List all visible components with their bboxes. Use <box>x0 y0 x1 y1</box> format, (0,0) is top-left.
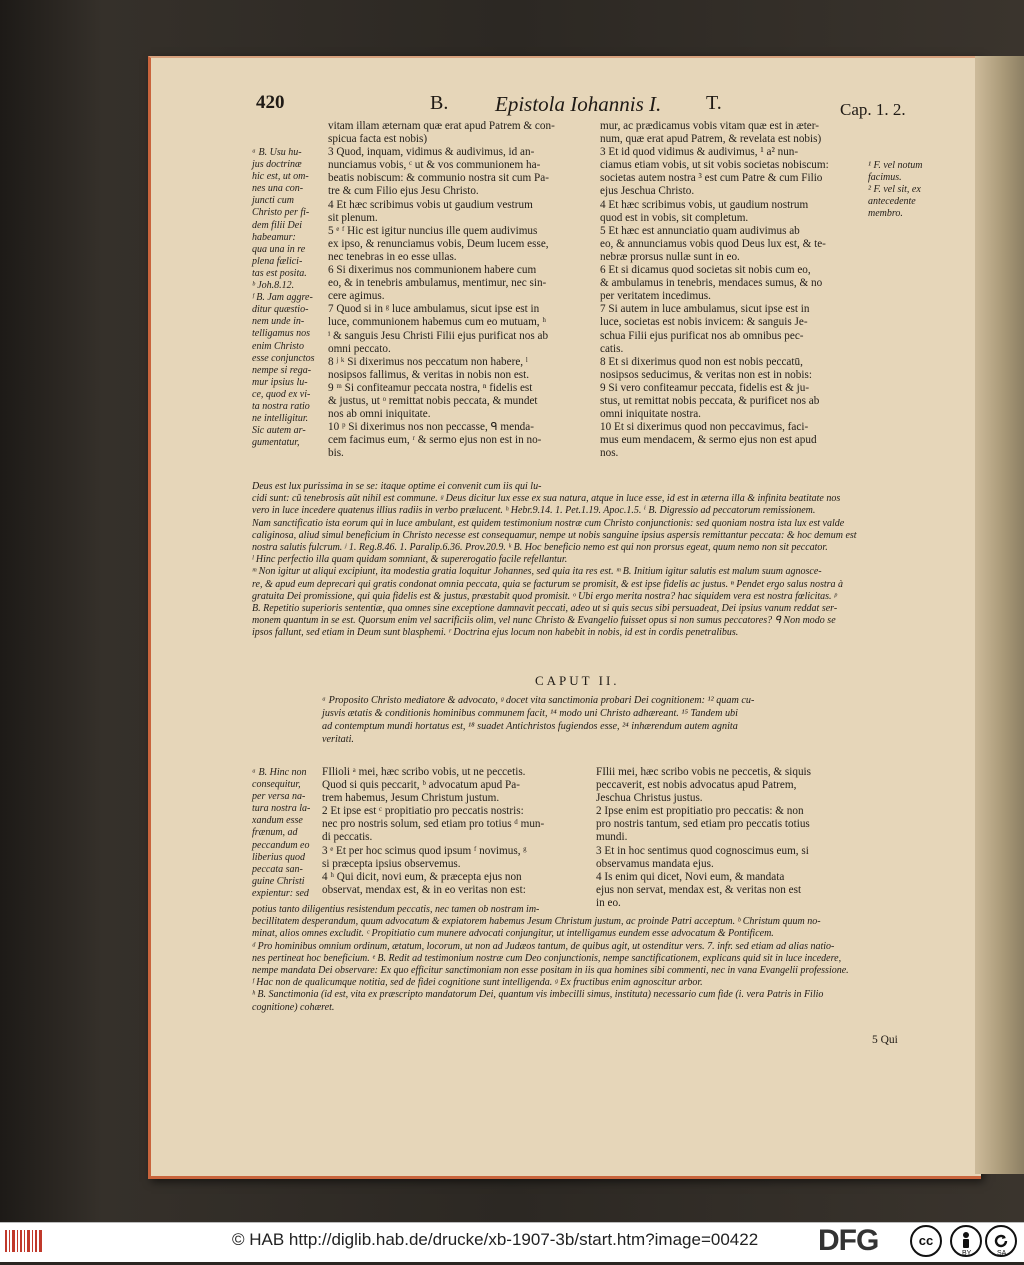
note-line: B. Repetitio superioris sententiæ, qua omnes sine exceptione damnavit peccati, adeo ut si quis secus sibi persuadeat, Dei ipsius vanum reddat ser- <box>252 603 838 615</box>
column-left-chapter2 <box>322 766 588 897</box>
verse-line: 10 Et si dixerimus quod non peccavimus, faci- <box>600 421 809 434</box>
left-margin-notes-1 <box>252 147 322 449</box>
header-signature-left: B. <box>430 92 449 114</box>
margin-line: Christo per fi- <box>252 207 310 219</box>
margin-line: esse conjunctos <box>252 352 315 364</box>
verse-line: & justus, ut ᵒ remittat nobis peccata, & mundet <box>328 394 538 407</box>
verse-line: 4 Et hæc scribimus vobis, ut gaudium nostrum <box>600 198 809 211</box>
note-line: nempe mandata Dei observare: Ex quo efficitur sanctimoniam non esse positam in iis qua homines sibi commenti, nec in vana Evangelii professione. <box>252 965 849 977</box>
note-line: re, & apud eum deprecari qui gratis condonat omnia peccata, quia se facturum se promisit, & est ipse fidelis ac justus. ⁿ Pendet ergo salus nostra à <box>252 578 844 590</box>
page-number: 420 <box>256 92 285 113</box>
note-line: becillitatem desperandum, quum advocatum & expiatorem habemus Jesum Christum justum, ac proinde Patri acceptum. ᵇ Christum quum no- <box>252 916 821 928</box>
creative-commons-icon: cc <box>910 1225 942 1257</box>
verse-line: 2 Ipse enim est propitiatio pro peccatis: & non <box>596 805 804 818</box>
verse-line: per veritatem incedimus. <box>600 290 711 303</box>
verse-line: eo, & annunciamus vobis quod Deus lux est, & te- <box>600 237 826 250</box>
margin-line: telligamus nos <box>252 328 311 340</box>
right-margin-notes-1 <box>868 160 942 220</box>
note-line: vero in luce incedere quatenus illius radiis in verbo prælucent. ʰ Hebr.9.14. 1. Pet.1.19. Apoc.1.5. ⁱ B. Digressio ad peccatorum remissionem. <box>252 505 816 517</box>
verse-line: vitam illam æternam quæ erat apud Patrem & con- <box>328 120 555 132</box>
margin-line: liberius quod <box>252 851 306 863</box>
margin-line: jus doctrinæ <box>252 159 302 171</box>
margin-line: ᵇ Joh.8.12. <box>252 280 295 292</box>
column-right-chapter2 <box>596 766 862 910</box>
note-line: potius tanto diligentius resistendum peccatis, nec tamen ob nostram im- <box>252 904 540 915</box>
margin-line: frænum, ad <box>252 827 298 839</box>
note-line: nostra salutis fulcrum. ʲ 1. Reg.8.46. 1. Paralip.6.36. Prov.20.9. ᵏ B. Hoc beneficio nemo est qui non prorsus egeat, quum nemo non sit peccator. <box>252 542 828 554</box>
verse-line: 7 Quod si in ᵍ luce ambulamus, sicut ipse est in <box>328 303 540 316</box>
column-right-verses <box>600 120 862 460</box>
verse-line: mur, ac prædicamus vobis vitam quæ est in æter- <box>600 120 820 132</box>
verse-line: beatis nobiscum: & communio nostra sit cum Pa- <box>328 172 549 185</box>
by-label: BY <box>962 1250 972 1257</box>
note-line: ᵈ Pro hominibus omnium ordinum, ætatum, locorum, ut non ad Judæos tantum, de quibus agit, ut ostenditur vers. 7. infr. sed etiam ad alias natio- <box>252 940 835 952</box>
commentary-notes-1 <box>252 481 932 640</box>
verse-line: 9 ᵐ Si confiteamur peccata nostra, ⁿ fidelis est <box>328 381 533 394</box>
header-signature-right: T. <box>706 92 722 114</box>
verse-line: catis. <box>600 342 624 355</box>
summary-line: ᵃ Proposito Christo mediatore & advocato, ᵍ docet vita sanctimonia probari Dei cognitionem: ¹² quam cu- <box>322 695 755 706</box>
margin-line: consequitur, <box>252 779 301 791</box>
verse-line: 4 ʰ Qui dicit, novi eum, & præcepta ejus non <box>322 870 522 883</box>
running-title: Epistola Iohannis I. <box>495 92 662 116</box>
verse-line: Jeschua Christus justus. <box>596 792 703 805</box>
margin-line: nes una con- <box>252 183 304 195</box>
verse-line: peccaverit, est nobis advocatus apud Patrem, <box>596 779 797 792</box>
verse-line: nos. <box>600 447 619 460</box>
chapter-indicator: Cap. 1. 2. <box>840 100 906 119</box>
chapter-summary <box>322 694 920 746</box>
margin-line: ¹ F. vel notum <box>868 160 923 171</box>
verse-line: luce, communionem habemus cum eo mutuam, ʰ <box>328 316 546 329</box>
barcode-icon <box>4 1228 44 1254</box>
note-line: ᶠ Hac non de qualicumque notitia, sed de fidei cognitione sunt intelligenda. ᵍ Ex fructibus enim agnoscitur arbor. <box>252 977 703 989</box>
verse-line: quod est in vobis, sit completum. <box>600 211 749 224</box>
note-line: ˡ Hinc perfectio illa quam quidam somniant, & supererogatio facile refellantur. <box>252 554 568 566</box>
margin-line: plena fælici- <box>252 255 303 267</box>
note-line: ʰ B. Sanctimonia (id est, vita ex præscripto mandatorum Dei, quantum vis imbecilli simus, instituta) necessario cum fide (i. vera Patris in Filio <box>252 989 824 1001</box>
margin-line: ᶠ B. Jam aggre- <box>252 292 313 304</box>
note-line: cidi sunt: cū tenebrosis aūt nihil est commune. ᵍ Deus dicitur lux esse ex sua natura, atque in luce esse, id est in æterna illa & infinita beatitate nos <box>252 493 841 505</box>
verse-line: ejus Jeschua Christo. <box>600 185 695 198</box>
verse-line: cere agimus. <box>328 290 385 303</box>
note-line: monem quantum in se est. Quorsum enim vel sacrificiis olim, vel nunc Christo & Evangelio fuisset opus si non sumus peccatores? ᑫ Non modo se <box>252 615 836 627</box>
verse-line: ex ipso, & renunciamus vobis, Deum lucem esse, <box>328 237 549 250</box>
margin-line: peccata san- <box>252 863 303 875</box>
verse-line: pro nostris tantum, sed etiam pro peccatis totius <box>596 818 810 831</box>
note-line: Nam sanctificatio ista eorum qui in luce ambulant, est quidem testimonium nostræ cum Christo conjunctionis: sed quoniam nostra ista lux est valde <box>252 517 845 529</box>
verse-line: spicua facta est nobis) <box>328 133 428 146</box>
margin-line: membro. <box>868 208 903 220</box>
verse-line: nos ab omni iniquitate. <box>328 408 431 421</box>
verse-line: 3 Quod, inquam, vidimus & audivimus, id an- <box>328 146 535 159</box>
margin-line: tas est posita. <box>252 267 307 279</box>
verse-line: 8 Et si dixerimus quod non est nobis peccatū, <box>600 355 803 368</box>
margin-line: ditur quæstio- <box>252 304 309 316</box>
dfg-logo: DFG <box>818 1224 879 1257</box>
verse-line: nec tenebras in eo esse ullas. <box>328 250 457 263</box>
catchword: 5 Qui <box>872 1034 898 1046</box>
verse-line: 4 Et hæc scribimus vobis ut gaudium vestrum <box>328 198 533 211</box>
verse-line: cem facimus eum, ʳ & sermo ejus non est in no- <box>328 434 542 447</box>
verse-line: 6 Si dixerimus nos communionem habere cum <box>328 264 537 277</box>
verse-line: 9 Si vero confiteamur peccata, fidelis est & ju- <box>600 381 810 394</box>
verse-line: omni peccato. <box>328 342 391 355</box>
verse-line: in eo. <box>596 896 621 909</box>
margin-line: tura nostra la- <box>252 803 311 815</box>
verse-line: 3 Et in hoc sentimus quod cognoscimus eum, si <box>596 844 809 857</box>
column-left-verses <box>328 120 594 460</box>
verse-line: stus, ut remittat nobis peccata, & purificet nos ab <box>600 394 820 407</box>
verse-line: & ambulamus in tenebris, mendaces sumus, & no <box>600 277 823 290</box>
sa-label: SA <box>997 1250 1007 1257</box>
margin-line: per versa na- <box>252 791 306 803</box>
note-line: ipsos fallunt, sed etiam in Deum sunt blasphemi. ʳ Doctrina ejus locum non habebit in nobis, id est in cordis penetralibus. <box>252 627 739 639</box>
verse-line: nec pro nostris solum, sed etiam pro totius ᵈ mun- <box>322 818 545 831</box>
margin-line: ᵃ B. Hinc non <box>252 767 307 778</box>
verse-line: schua Filii ejus purificat nos ab omnibus pec- <box>600 329 804 342</box>
note-line: caliginosa, aliud simul beneficium in Christo necesse est consequamur, nempe ut nobis sanguine ipsius aspersis remittantur peccata: & hoc demum est <box>252 529 857 541</box>
verse-line: observat, mendax est, & in eo veritas non est: <box>322 883 526 896</box>
summary-line: ad contemptum mundi hortatus est, ¹⁸ suadet Antichristos fugiendos esse, ²⁴ inhærendum autem agnita <box>322 721 738 732</box>
margin-line: qua una in re <box>252 243 306 255</box>
margin-line: peccandum eo <box>252 839 310 851</box>
chapter-heading: CAPUT II. <box>535 673 620 688</box>
note-line: cognitione) cohæret. <box>252 1001 335 1013</box>
margin-line: xandum esse <box>252 815 303 827</box>
margin-line: mur ipsius lu- <box>252 376 308 388</box>
verse-line: nebræ prorsus nullæ sunt in eo. <box>600 250 740 263</box>
verse-line: 10 ᵖ Si dixerimus nos non peccasse, ᑫ menda- <box>328 421 534 434</box>
verse-line: 5 ᵉ ᶠ Hic est igitur nuncius ille quem audivimus <box>328 224 538 237</box>
verse-line: tre & cum Filio ejus Jesu Christo. <box>328 185 479 198</box>
verse-line: 4 Is enim qui dicet, Novi eum, & mandata <box>596 870 785 883</box>
verse-line: ciamus etiam vobis, ut sit vobis societas nobiscum: <box>600 159 829 172</box>
summary-line: veritati. <box>322 734 354 745</box>
verse-line: sit plenum. <box>328 211 378 224</box>
verse-line: FIlii mei, hæc scribo vobis ne peccetis, & siquis <box>596 766 812 778</box>
commentary-notes-2 <box>252 904 932 1014</box>
verse-line: eo, & in tenebris ambulamus, mentimur, nec sin- <box>328 277 547 290</box>
verse-line: mus eum mendacem, & sermo ejus non est apud <box>600 434 817 447</box>
verse-line: si præcepta ipsius observemus. <box>322 857 461 870</box>
margin-line: nempe si rega- <box>252 364 312 376</box>
facing-page-edge <box>975 56 1024 1174</box>
verse-line: bis. <box>328 447 344 460</box>
verse-line: nunciamus vobis, ᶜ ut & vos communionem ha- <box>328 159 541 172</box>
note-line: minat, alios omnes excludit. ᶜ Propitiatio cum munere advocati conjungitur, ut intelligamus eundem esse advocatum & Pontificem. <box>252 928 774 940</box>
margin-line: nem unde in- <box>252 316 305 328</box>
margin-line: habeamur: <box>252 231 296 243</box>
verse-line: luce, societas est nobis invicem: & sanguis Je- <box>600 316 808 329</box>
verse-line: ⁱ & sanguis Jesu Christi Filii ejus purificat nos ab <box>328 329 549 342</box>
source-url[interactable]: © HAB http://diglib.hab.de/drucke/xb-1907-3b/start.htm?image=00422 <box>232 1230 759 1249</box>
margin-line: hic est, ut om- <box>252 171 309 183</box>
note-line: nes pertineat hoc beneficium. ᵉ B. Redit ad testimonium nostræ cum Deo conjunctionis, nempe sanctificationem, explicans quid sit in luce incedere, <box>252 952 842 964</box>
margin-line: facimus. <box>868 172 902 184</box>
verse-line: societas autem nostra ³ est cum Patre & cum Filio <box>600 172 823 185</box>
verse-line: trem habemus, Jesum Christum justum. <box>322 792 500 805</box>
note-line: Deus est lux purissima in se se: itaque optime ei convenit cum iis qui lu- <box>252 481 542 492</box>
verse-line: nosipsos fallimus, & veritas in nobis non est. <box>328 368 530 381</box>
margin-line: ᵃ B. Usu hu- <box>252 147 302 158</box>
margin-line: antecedente <box>868 196 916 208</box>
verse-line: observamus mandata ejus. <box>596 857 714 870</box>
margin-line: guine Christi <box>252 875 305 887</box>
margin-line: ² F. vel sit, ex <box>868 184 921 196</box>
verse-line: Quod si quis peccarit, ᵇ advocatum apud Pa- <box>322 779 520 792</box>
verse-line: nosipsos seducimus, & veritas non est in nobis: <box>600 368 812 381</box>
margin-line: enim Christo <box>252 340 304 352</box>
verse-line: 3 ᵉ Et per hoc scimus quod ipsum ᶠ novimus, ᵍ <box>322 844 527 857</box>
note-line: gratuita Dei promissione, qui quia fidelis est & justus, præstabit quod promisit. ᵒ Ubi ergo merita nostra? hac siquidem vera est nostra fœlicitas. ᵖ <box>252 590 837 602</box>
verse-line: 7 Si autem in luce ambulamus, sicut ipse est in <box>600 303 810 316</box>
margin-line: Sic autem ar- <box>252 425 306 437</box>
summary-line: jusvis ætatis & conditionis hominibus communem facit, ¹⁴ modo uni Christo adhæreant. ¹⁵ Tandem ubi <box>322 708 738 719</box>
verse-line: ejus non servat, mendax est, & veritas non est <box>596 883 802 896</box>
verse-line: 5 Et hæc est annunciatio quam audivimus ab <box>600 224 800 237</box>
margin-line: dem filii Dei <box>252 219 302 231</box>
verse-line: mundi. <box>596 831 628 844</box>
margin-line: ne intelligitur. <box>252 413 309 425</box>
verse-line: di peccatis. <box>322 831 373 844</box>
note-line: ᵐ Non igitur ut aliqui excipiunt, ita modestia gratia loquitur Johannes, sed quia ita res est. ᵐ B. Initium igitur salutis est malum suum agnosce- <box>252 566 822 578</box>
verse-line: 2 Et ipse est ᶜ propitiatio pro peccatis nostris: <box>322 805 524 818</box>
verse-line: 8 ʲ ᵏ Si dixerimus nos peccatum non habere, ˡ <box>328 355 528 368</box>
margin-line: gumentatur, <box>252 437 300 449</box>
margin-line: ce, quod ex vi- <box>252 388 311 400</box>
margin-line: juncti cum <box>252 195 294 207</box>
verse-line: 3 Et id quod vidimus & audivimus, ¹ a² nun- <box>600 146 799 159</box>
margin-line: expientur: sed <box>252 887 309 899</box>
verse-line: FIlioli ᵃ mei, hæc scribo vobis, ut ne peccetis. <box>322 766 526 778</box>
margin-line: ta nostra ratio <box>252 400 310 412</box>
left-margin-notes-2 <box>252 767 318 900</box>
verse-line: 6 Et si dicamus quod societas sit nobis cum eo, <box>600 264 811 277</box>
verse-line: num, quæ erat apud Patrem, & revelata est nobis) <box>600 133 822 146</box>
verse-line: omni iniquitate nostra. <box>600 408 701 421</box>
